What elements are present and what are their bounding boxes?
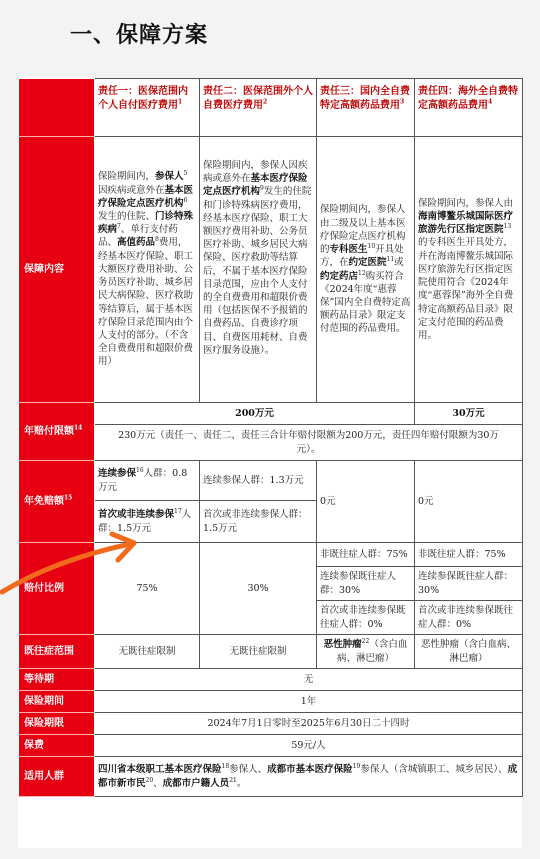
coverage-row <box>19 137 523 403</box>
row-label-preexisting: 既往症范围 <box>19 635 95 669</box>
annual-limit-note: 230万元（责任一、责任二、责任三合计年赔付限额为200万元，责任四年赔付限额为30万元）。 <box>95 425 523 461</box>
header-row <box>19 79 523 137</box>
preexisting-duty-2: 无既往症限制 <box>200 635 317 669</box>
deductible-duty-1-continuous: 连续参保$^{16}$人群：0.8万元 <box>95 461 200 501</box>
deductible-duty-4: 0元 <box>415 461 523 543</box>
deductible-duty-3: 0元 <box>317 461 415 543</box>
annual-limit-duty-4: 30万元 <box>415 403 523 425</box>
term-row <box>19 713 523 735</box>
row-label-ratio: 赔付比例 <box>19 543 95 635</box>
annual-limit-row <box>19 403 523 425</box>
row-label-period: 保险期间 <box>19 691 95 713</box>
deductible-duty-1-first: 首次或非连续参保$^{17}$人群：1.5万元 <box>95 501 200 543</box>
preexisting-duty-1: 无既往症限制 <box>95 635 200 669</box>
waiting-row <box>19 669 523 691</box>
period-row <box>19 691 523 713</box>
eligible-row <box>19 757 523 797</box>
header-duty-1: 责任一：医保范围内个人自付医疗费用$^1$ <box>95 79 200 137</box>
page-title: 一、保障方案 <box>70 23 209 48</box>
ratio-duty-3-line-1: 非既往症人群：75% <box>317 543 415 567</box>
preexisting-row <box>19 635 523 669</box>
row-label-coverage: 保障内容 <box>19 137 95 403</box>
preexisting-duty-4: 恶性肿瘤（含白血病、淋巴瘤） <box>415 635 523 669</box>
ratio-duty-4-line-3: 首次或非连续参保既往症人群：0% <box>415 601 523 635</box>
deductible-duty-2-first: 首次或非连续参保人群：1.5万元 <box>200 501 317 543</box>
deductible-duty-2-continuous: 连续参保人群：1.3万元 <box>200 461 317 501</box>
deductible-row-continuous <box>19 461 523 501</box>
header-duty-4: 责任四：海外全自费特定高额药品费用$^4$ <box>415 79 523 137</box>
ratio-duty-3-line-2: 连续参保既往症人群：30% <box>317 567 415 601</box>
ratio-duty-4-line-2: 连续参保既往症人群：30% <box>415 567 523 601</box>
coverage-table <box>18 78 523 797</box>
header-duty-3: 责任三：国内全自费特定高额药品费用$^3$ <box>317 79 415 137</box>
coverage-duty-1: 保险期间内，参保人$^5$因疾病或意外在基本医疗保险定点医疗机构$^6$发生的住院、门诊特殊疾病$^7$、单行支付药品、高值药品$^8$费用，经基本医疗保险、职工大额医疗费用补助、公务员医疗补助、城乡居民大病保险、医疗救助等结算后，属于基本医疗保险目录范围内由个人支付的部分。（不含全自费费用和超限价费用） <box>95 137 200 403</box>
annual-limit-note-row <box>19 425 523 461</box>
coverage-table-sheet <box>18 78 522 848</box>
header-duty-2: 责任二：医保范围外个人自费医疗费用$^2$ <box>200 79 317 137</box>
waiting-value: 无 <box>95 669 523 691</box>
premium-value: 59元/人 <box>95 735 523 757</box>
period-value: 1年 <box>95 691 523 713</box>
row-label-term: 保险期限 <box>19 713 95 735</box>
row-label-annual-limit: 年赔付限额$^{14}$ <box>19 403 95 461</box>
row-label-waiting: 等待期 <box>19 669 95 691</box>
annotation-arrow-icon <box>0 530 150 600</box>
ratio-duty-3-line-3: 首次或非连续参保既往症人群：0% <box>317 601 415 635</box>
ratio-duty-1: 75% <box>95 543 200 635</box>
coverage-duty-2: 保险期间内，参保人因疾病或意外在基本医疗保险定点医疗机构$^9$发生的住院和门诊特殊病医疗费用，经基本医疗保险、职工大额医疗费用补助、公务员医疗补助、城乡居民大病保险、医疗救助等结算后，不属于基本医疗保险目录范围，应由个人支付的全自费费用和超限价费用（包括医保不予报销的自费药品、自费诊疗项目、自费医用耗材、自费医疗服务设施）。 <box>200 137 317 403</box>
annual-limit-duty-1-3: 200万元 <box>95 403 415 425</box>
eligible-value: 四川省本级职工基本医疗保险$^{18}$参保人、成都市基本医疗保险$^{19}$参保人（含城镇职工、城乡居民）、成都市新市民$^{20}$、成都市户籍人员$^{21}$。 <box>95 757 523 797</box>
row-label-eligible: 适用人群 <box>19 757 95 797</box>
coverage-duty-3: 保险期间内，参保人由二级及以上基本医疗保险定点医疗机构的专科医生$^{10}$开具处方，在约定医院$^{11}$或约定药店$^{12}$购买符合《2024年度“惠蓉保”国内全自费特定高额药品目录》限定支付范围的药品费用。 <box>317 137 415 403</box>
ratio-duty-4-line-1: 非既往症人群：75% <box>415 543 523 567</box>
coverage-duty-4: 保险期间内，参保人由海南博鳌乐城国际医疗旅游先行区指定医院$^{13}$的专科医生开具处方，并在海南博鳌乐城国际医疗旅游先行区指定医院使用符合《2024年度“惠蓉保”海外全自费特定高额药品目录》限定支付范围的药品费用。 <box>415 137 523 403</box>
row-label-deductible: 年免赔额$^{15}$ <box>19 461 95 543</box>
ratio-duty-2: 30% <box>200 543 317 635</box>
term-value: 2024年7月1日零时至2025年6月30日二十四时 <box>95 713 523 735</box>
premium-row <box>19 735 523 757</box>
row-label-premium: 保费 <box>19 735 95 757</box>
corner-cell <box>19 79 95 137</box>
preexisting-duty-3: 恶性肿瘤$^{22}$（含白血病、淋巴瘤） <box>317 635 415 669</box>
